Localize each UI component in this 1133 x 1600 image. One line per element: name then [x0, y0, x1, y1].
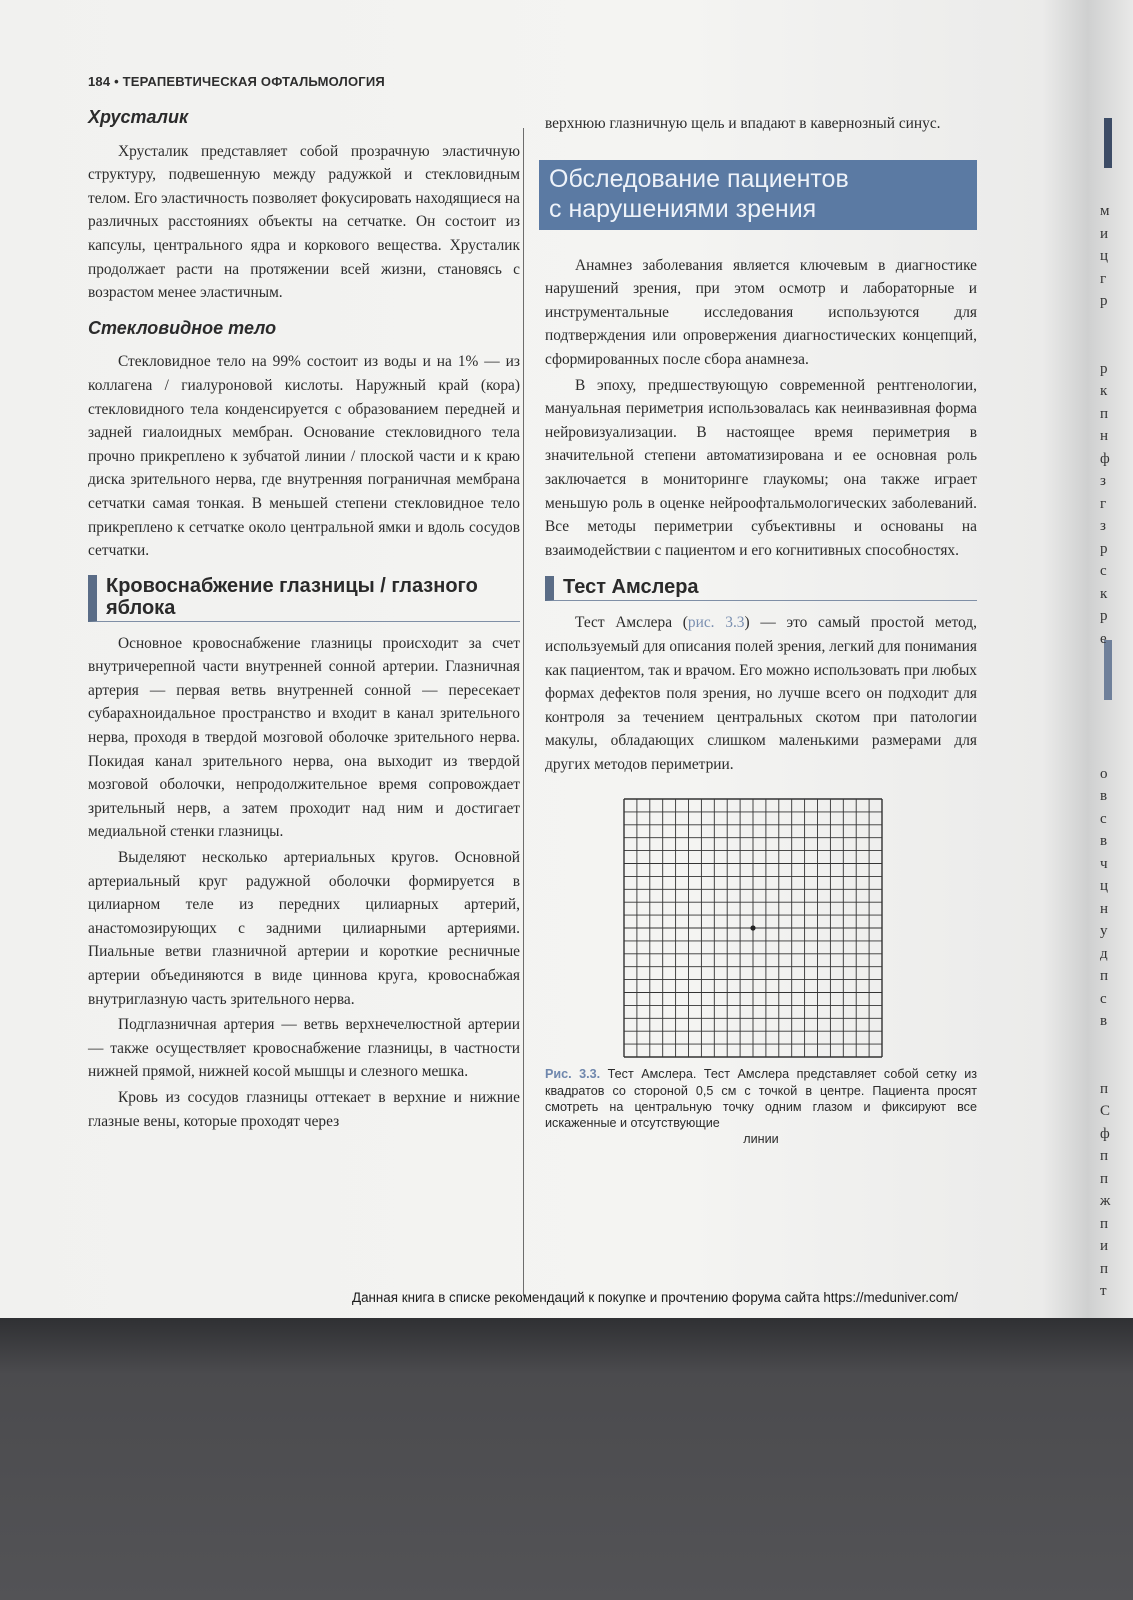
- caption-text: Тест Амслера. Тест Амслера представляет собой сетку из квадратов со стороной 0,5 см с точкой в центре. Пациента просят смотреть на центральную точку одним глазом и фиксируют все искаженные и отсутствующие: [545, 1067, 978, 1131]
- heading-blood-supply: Кровоснабжение глазницы / глазного яблока: [88, 575, 520, 622]
- edge-letter: с: [1100, 990, 1107, 1007]
- amsler-grid-figure: [623, 798, 883, 1058]
- figure-caption: [545, 1066, 977, 1147]
- edge-letter: п: [1100, 968, 1109, 984]
- edge-letter: [1100, 695, 1120, 718]
- edge-letter: ф: [1100, 450, 1110, 467]
- heading-lens: Хрусталик: [88, 107, 189, 127]
- edge-letter: п: [1100, 405, 1109, 422]
- edge-letter: [1100, 313, 1120, 336]
- edge-letter: з: [1100, 473, 1106, 489]
- edge-letter: р: [1100, 293, 1108, 309]
- edge-letter: С: [1100, 1103, 1111, 1119]
- paragraph-exam-2: В эпоху, предшествующую современной рентгенологии, мануальная периметрия использовалась как неинвазивная форма нейровизуализации. В настоящее время периметрия в значительной степени автоматизирована и ее основная роль заключается в мониторинге глаукомы; она также играет меньшую роль в оценке нейроофтальмологических заболеваний. Все методы периметрии субъективны и основаны на взаимодействии с пациентом и его когнитивных способностях.: [545, 376, 977, 559]
- edge-letter: п: [1100, 1215, 1109, 1232]
- edge-letter: м: [1100, 203, 1110, 219]
- banner-line-2: с нарушениями зрения: [549, 194, 817, 223]
- edge-letter: ч: [1100, 855, 1108, 872]
- amsler-grid-svg: [623, 798, 883, 1058]
- edge-letter: [1100, 335, 1120, 358]
- right-column: [545, 112, 977, 1147]
- running-head: 184 • ТЕРАПЕВТИЧЕСКАЯ ОФТАЛЬМОЛОГИЯ: [88, 74, 385, 89]
- edge-letter: н: [1100, 900, 1109, 917]
- paragraph-continuation: верхнюю глазничную щель и впадают в кавернозный синус.: [545, 115, 941, 132]
- edge-letter: п: [1100, 1148, 1109, 1164]
- edge-letter: р: [1100, 540, 1108, 557]
- scan-bottom-shadow: [0, 1318, 1133, 1600]
- caption-label: Рис. 3.3.: [545, 1067, 601, 1082]
- paragraph-blood-3: Подглазничная артерия — ветвь верхнечелюстной артерии — также осуществляет кровоснабжение глазницы, в частности нижней прямой, нижней косой мышцы и слезного мешка.: [88, 1016, 520, 1081]
- edge-letter: в: [1100, 1013, 1108, 1029]
- column-divider: [523, 128, 524, 1296]
- edge-letter: [1100, 740, 1120, 763]
- caption-last-line: линии: [743, 1132, 779, 1147]
- left-column: [88, 104, 520, 1135]
- edge-letter: и: [1100, 1238, 1109, 1254]
- edge-letter: г: [1100, 495, 1107, 512]
- edge-letter: [1100, 673, 1120, 696]
- paragraph-lens: Хрусталик представляет собой прозрачную эластичную структуру, подвешенную между радужкой и стекловидным телом. Его эластичность позволяет фокусировать находящиеся на различных расстояниях объекты на сетчатке. Он состоит из капсулы, центрального ядра и коркового вещества. Хрусталик продолжает расти на протяжении всей жизни, становясь с возрастом менее эластичным.: [88, 142, 520, 302]
- edge-letter: к: [1100, 585, 1108, 602]
- paragraph-blood-1: Основное кровоснабжение глазницы происходит за счет внутричерепной части внутренней сонной артерии. Глазничная артерия — первая ветвь внутренней сонной — пересекает субарахноидальное пространство и входит в канал зрительного нерва, проходя в твердой мозговой оболочке зрительного нерва. Покидая канал зрительного нерва, она выходит из твердой мозговой оболочки, непродолжительное время сопровождает зрительный нерв, а затем проходит над ним и достигает медиальной стенки глазницы.: [88, 634, 520, 841]
- next-page-edge-letters: [1100, 200, 1120, 1303]
- edge-letter: с: [1100, 563, 1107, 579]
- footer-note: Данная книга в списке рекомендаций к покупке и прочтению форума сайта https://meduniver.com/: [352, 1290, 959, 1305]
- edge-letter: к: [1100, 383, 1108, 399]
- center-fixation-dot: [750, 926, 755, 931]
- edge-letter: [1100, 650, 1120, 673]
- paragraph-amsler: [545, 611, 977, 776]
- edge-letter: п: [1100, 1080, 1109, 1097]
- amsler-text-a: Тест Амслера (: [575, 614, 688, 632]
- figure-reference-link[interactable]: рис. 3.3: [687, 614, 745, 632]
- edge-letter: с: [1100, 810, 1107, 827]
- edge-letter: р: [1100, 608, 1108, 624]
- edge-letter: д: [1100, 945, 1108, 962]
- edge-letter: в: [1100, 788, 1108, 804]
- edge-letter: п: [1100, 1260, 1109, 1277]
- edge-letter: о: [1100, 765, 1108, 782]
- paragraph-vitreous: Стекловидное тело на 99% состоит из воды и на 1% — из коллагена / гиалуроновой кислоты. Наружный край (кора) стекловидного тела конденсируется с образованием передней и задней гиалоидных мембран. Основание стекловидного тела прочно прикреплено к зубчатой линии / плоской части и к краю диска зрительного нерва, где внутренняя пограничная мембрана сетчатки самая тонкая. В меньшей степени стекловидное тело прикреплено к сетчатке около центральной ямки и вдоль сосудов сетчатки.: [88, 353, 520, 560]
- edge-letter: [1100, 1033, 1120, 1056]
- edge-letter: е: [1100, 630, 1107, 647]
- section-banner-examination: [539, 160, 977, 230]
- heading-vitreous: Стекловидное тело: [88, 317, 277, 338]
- banner-line-1: Обследование пациентов: [549, 164, 849, 193]
- edge-letter: в: [1100, 833, 1108, 849]
- edge-letter: [1100, 1055, 1120, 1078]
- edge-letter: з: [1100, 518, 1106, 534]
- edge-letter: ж: [1100, 1193, 1111, 1209]
- paragraph-exam-1: Анамнез заболевания является ключевым в диагностике нарушений зрения, при этом осмотр и лабораторные и инструментальные исследования используются для подтверждения или опровержения диагностических концепций, сформированных после сбора анамнеза.: [545, 256, 977, 368]
- edge-letter: п: [1100, 1170, 1109, 1187]
- edge-letter: н: [1100, 428, 1109, 444]
- edge-letter: р: [1100, 360, 1108, 377]
- edge-letter: г: [1100, 270, 1107, 287]
- amsler-text-b: ) — это самый простой метод, используемый для описания полей зрения, легкий для понимания как пациентом, так и врачом. Его можно использовать при любых формах дефектов поля зрения, но лучше всего он подходит для контроля за течением центральных скотом при патологии макулы, обладающих слишком маленькими размерами для других методов периметрии.: [545, 614, 977, 773]
- next-page-edge-bar: [1104, 118, 1112, 168]
- edge-letter: ц: [1100, 248, 1109, 264]
- paragraph-blood-2: Выделяют несколько артериальных кругов. Основной артериальный круг радужной оболочки формируется в цилиарном теле из передних цилиарных артерий, анастомозирующих с задними цилиарными артериями. Пиальные ветви глазничной артерии и короткие ресничные артерии объединяются в виде циннова круга, кровоснабжая внутриглазную часть зрительного нерва.: [88, 849, 520, 1008]
- heading-amsler: Тест Амслера: [545, 576, 977, 601]
- edge-letter: т: [1100, 1283, 1107, 1299]
- edge-letter: ц: [1100, 878, 1109, 894]
- edge-letter: у: [1100, 923, 1108, 939]
- edge-letter: [1100, 718, 1120, 741]
- edge-letter: ф: [1100, 1125, 1110, 1142]
- paragraph-blood-4: Кровь из сосудов глазницы оттекает в верхние и нижние глазные вены, которые проходят через: [88, 1088, 520, 1130]
- edge-letter: и: [1100, 225, 1109, 242]
